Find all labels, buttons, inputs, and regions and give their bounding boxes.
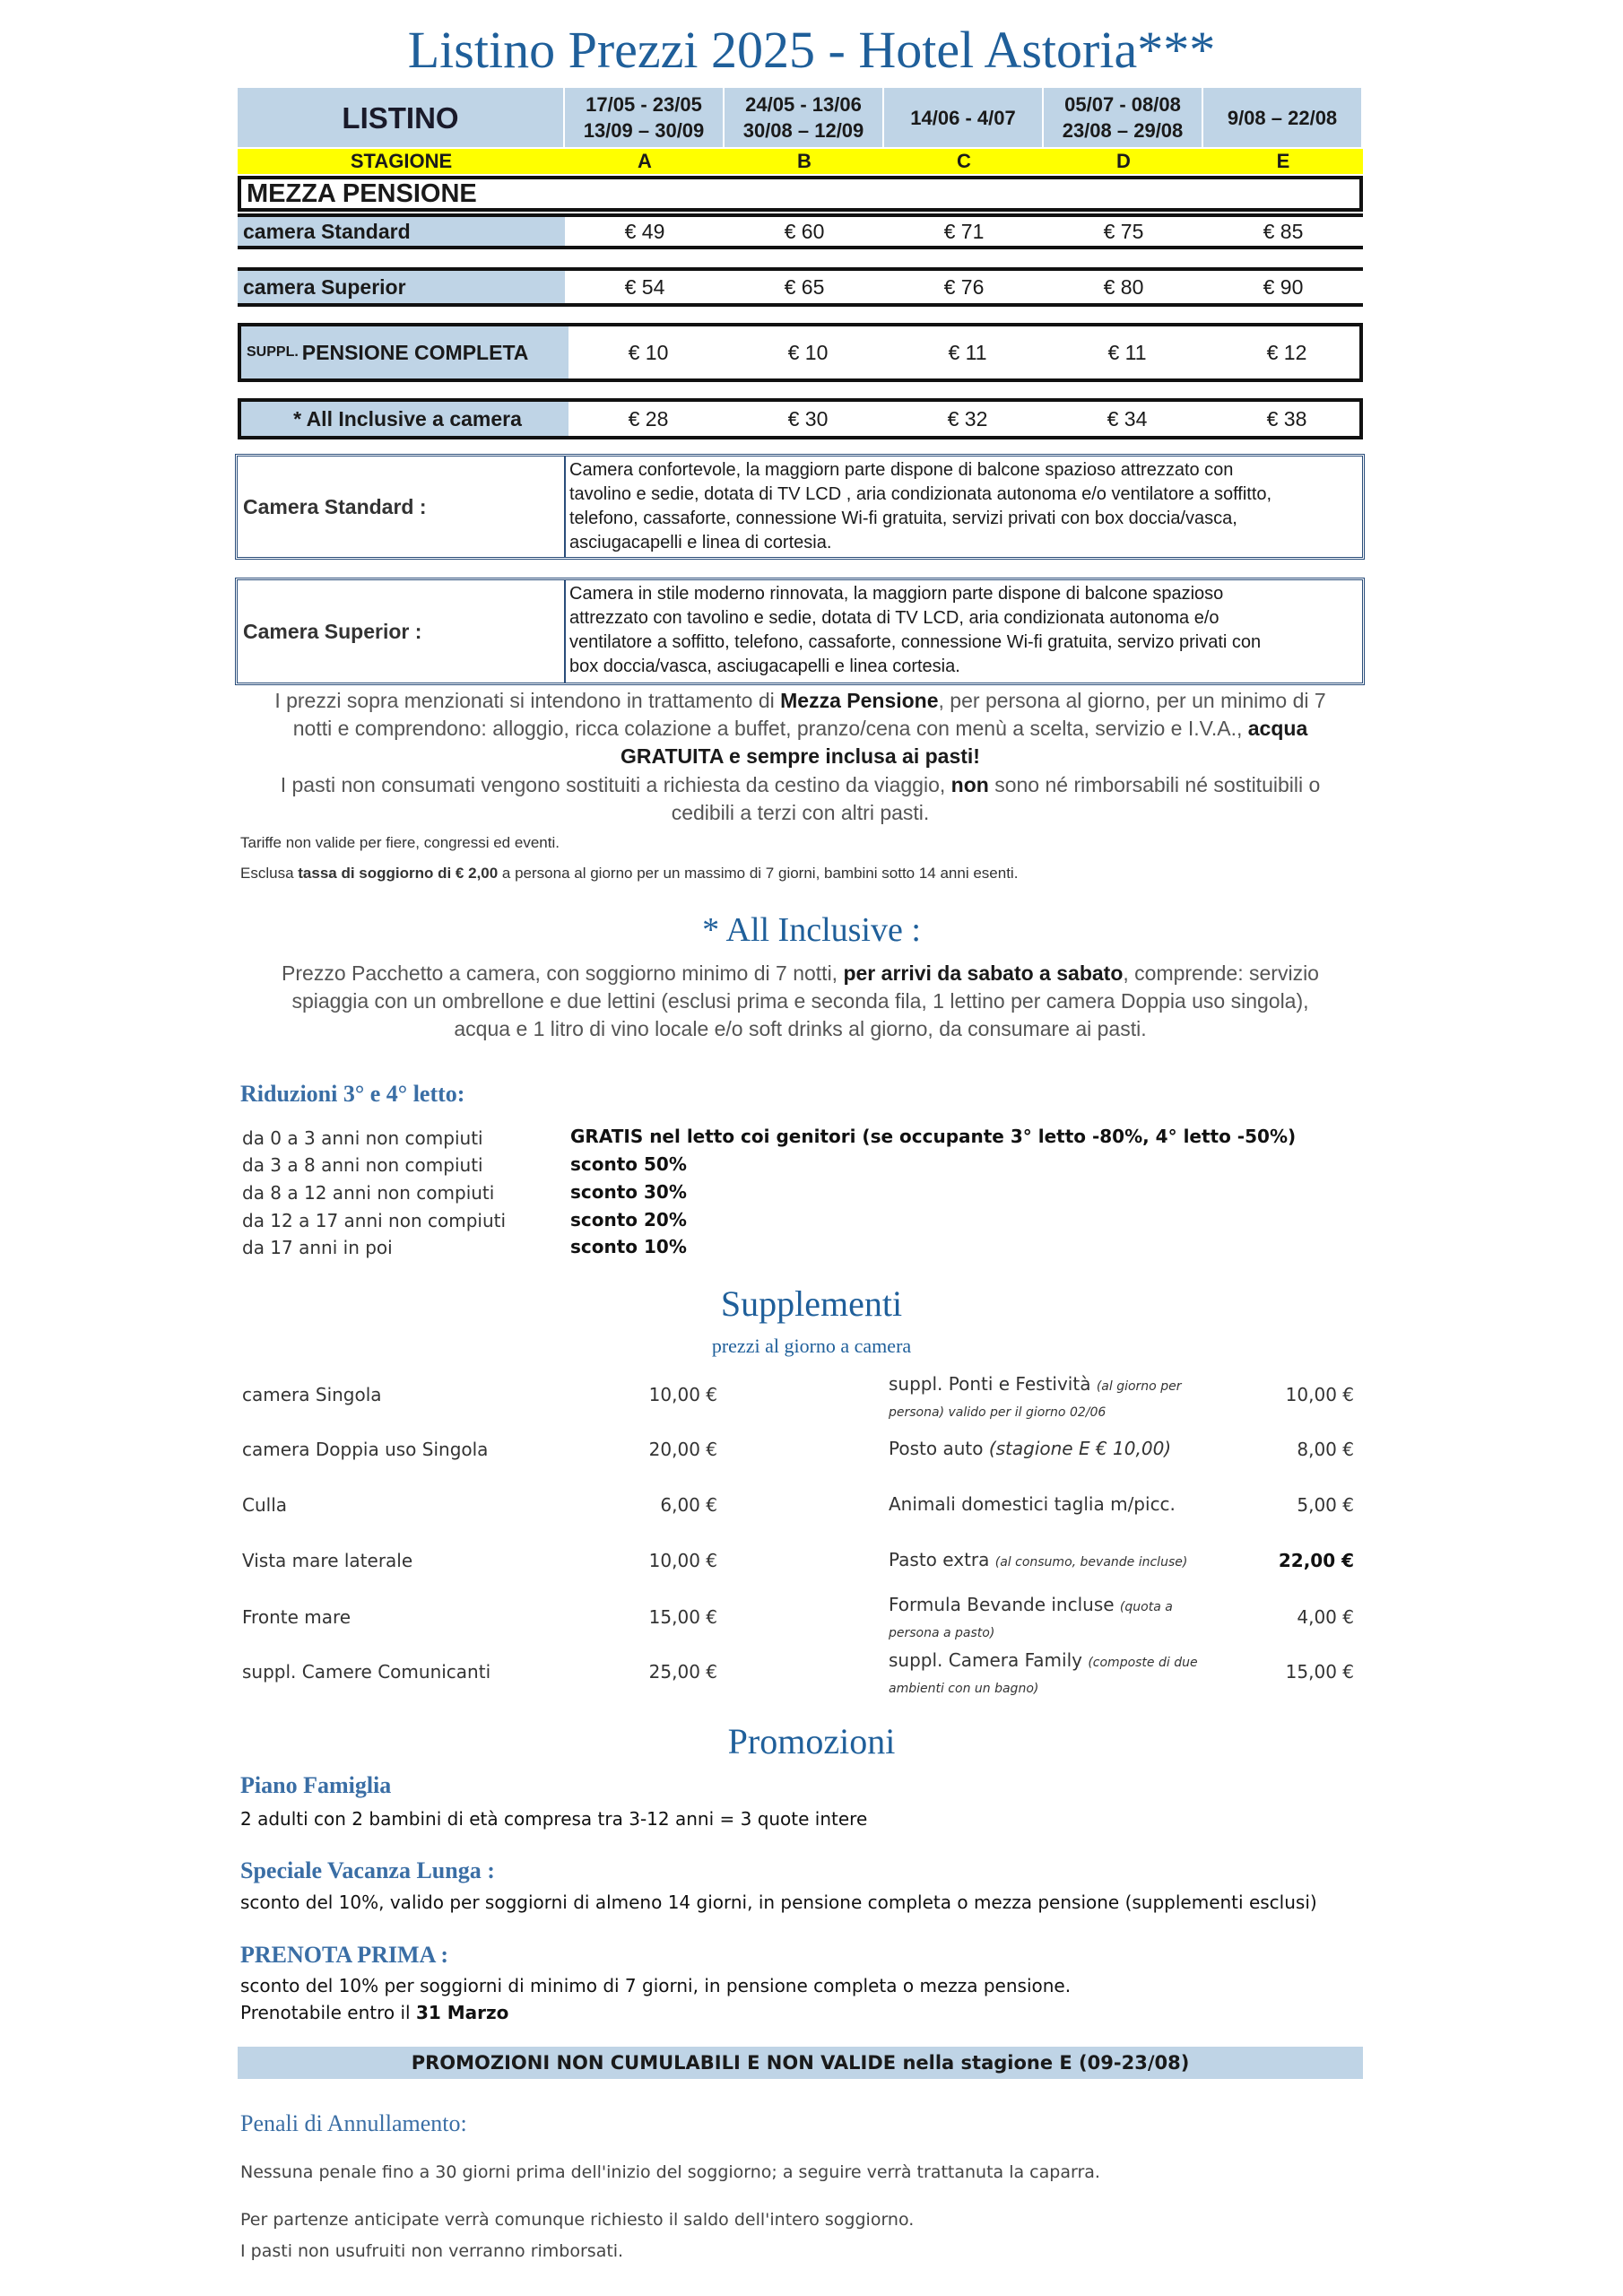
suppl-label: suppl. Ponti e Festività (al giorno per persona) valido per il giorno 02/06 bbox=[889, 1373, 1182, 1420]
riduzione-age: da 12 a 17 anni non compiuti bbox=[242, 1210, 507, 1231]
piano-famiglia-text: 2 adulti con 2 bambini di età compresa tra 3-12 anni = 3 quote intere bbox=[240, 1808, 868, 1830]
room-label: Camera Standard : bbox=[238, 457, 566, 557]
promo-banner: PROMOZIONI NON CUMULABILI E NON VALIDE nella stagione E (09-23/08) bbox=[238, 2047, 1363, 2079]
prenota-prima-text: sconto del 10% per soggiorni di minimo di 7 giorni, in pensione completa o mezza pensione. Prenotabile entro il 31 Marzo bbox=[240, 1975, 1072, 2023]
price-cell: € 65 bbox=[784, 274, 825, 299]
riduzione-value: sconto 30% bbox=[570, 1181, 687, 1203]
suppl-price: 10,00 € bbox=[648, 1550, 717, 1571]
season-row bbox=[238, 149, 1363, 174]
promozioni-title: Promozioni bbox=[727, 1721, 896, 1761]
note-meals: I pasti non consumati vengono sostituiti a richiesta da cestino da viaggio, non sono né rimborsabili né sostituibili o cedibili a terzi con altri pasti. bbox=[280, 773, 1321, 824]
penali-line: I pasti non usufruiti non verranno rimborsati. bbox=[240, 2241, 624, 2261]
suppl-label: Vista mare laterale bbox=[242, 1550, 413, 1571]
room-label: Camera Superior : bbox=[238, 580, 566, 683]
riduzione-age: da 8 a 12 anni non compiuti bbox=[242, 1182, 495, 1204]
riduzione-age: da 17 anni in poi bbox=[242, 1237, 393, 1258]
suppl-price: 10,00 € bbox=[1285, 1384, 1354, 1405]
price-cell: € 75 bbox=[1103, 219, 1144, 243]
riduzione-value: sconto 20% bbox=[570, 1209, 687, 1231]
suppl-price: 22,00 € bbox=[1278, 1550, 1354, 1571]
penali-title: Penali di Annullamento: bbox=[240, 2110, 467, 2136]
period-c: 14/06 - 4/07 bbox=[884, 88, 1044, 147]
price-cell: € 28 bbox=[628, 406, 669, 430]
suppl-label: Animali domestici taglia m/picc. bbox=[889, 1493, 1176, 1515]
season-d: D bbox=[1116, 150, 1131, 172]
suppl-price: 10,00 € bbox=[648, 1384, 717, 1405]
suppl-label: Formula Bevande incluse (quota a persona a pasto) bbox=[889, 1594, 1173, 1640]
riduzione-age: da 0 a 3 anni non compiuti bbox=[242, 1127, 483, 1149]
price-row-all-inclusive bbox=[238, 398, 1363, 439]
room-description: Camera in stile moderno rinnovata, la maggiorn parte dispone di balcone spazioso attrezzato con tavolino e sedie, dotata di TV LCD, aria condizionata autonoma e/o ventilatore a soffitto, telefono, cassaforte, connessione Wi-fi gratuita, servizo privati con box doccia/vasca, asciugacapelli e linea cortesia. bbox=[569, 584, 1262, 676]
suppl-price: 25,00 € bbox=[648, 1661, 717, 1683]
period-e: 9/08 – 22/08 bbox=[1203, 88, 1363, 147]
all-inclusive-text: Prezzo Pacchetto a camera, con soggiorno minimo di 7 notti, per arrivi da sabato a sabato, comprende: servizio spiaggia con un ombrellone e due lettini (esclusi prima e seconda fila, 1 lettino per camera Doppia uso singola), acqua e 1 litro di vino locale e/o soft drinks al giorno, da consumare ai pasti. bbox=[282, 961, 1319, 1040]
suppl-label: Pasto extra (al consumo, bevande incluse) bbox=[889, 1549, 1188, 1570]
supplementi-title: Supplementi bbox=[720, 1283, 903, 1324]
season-c: C bbox=[957, 150, 971, 172]
supplementi-subtitle: prezzi al giorno a camera bbox=[711, 1335, 912, 1357]
price-cell: € 10 bbox=[628, 340, 669, 364]
riduzione-value: sconto 50% bbox=[570, 1153, 687, 1175]
piano-famiglia-title: Piano Famiglia bbox=[240, 1772, 392, 1798]
price-cell: € 30 bbox=[787, 406, 829, 430]
vacanza-lunga-text: sconto del 10%, valido per soggiorni di almeno 14 giorni, in pensione completa o mezza pensione (supplementi esclusi) bbox=[240, 1892, 1317, 1913]
season-e: E bbox=[1276, 150, 1290, 172]
row-label: camera Standard bbox=[238, 217, 565, 246]
all-inclusive-title: * All Inclusive : bbox=[702, 911, 921, 949]
suppl-label: Fronte mare bbox=[242, 1606, 352, 1628]
suppl-price: 4,00 € bbox=[1297, 1606, 1354, 1628]
price-cell: € 54 bbox=[624, 274, 665, 299]
row-label: SUPPL. PENSIONE COMPLETA bbox=[241, 326, 568, 378]
mezza-pensione-heading: MEZZA PENSIONE bbox=[238, 176, 1363, 212]
season-b: B bbox=[797, 150, 812, 172]
suppl-label: Culla bbox=[242, 1494, 288, 1516]
suppl-label: camera Singola bbox=[242, 1384, 382, 1405]
price-cell: € 32 bbox=[947, 406, 988, 430]
note-tariffe: Tariffe non valide per fiere, congressi ed eventi. bbox=[240, 834, 560, 851]
suppl-label: camera Doppia uso Singola bbox=[242, 1439, 489, 1460]
penali-line: Per partenze anticipate verrà comunque richiesto il saldo dell'intero soggiorno. bbox=[240, 2210, 915, 2230]
suppl-price: 6,00 € bbox=[660, 1494, 717, 1516]
suppl-label: suppl. Camera Family (composte di due ambienti con un bagno) bbox=[889, 1649, 1198, 1696]
period-b: 24/05 - 13/06 30/08 – 12/09 bbox=[725, 88, 884, 147]
row-label: camera Superior bbox=[238, 271, 565, 303]
penali-line: Nessuna penale fino a 30 giorni prima dell'inizio del soggiorno; a seguire verrà trattanuta la caparra. bbox=[240, 2162, 1100, 2182]
suppl-price: 20,00 € bbox=[648, 1439, 717, 1460]
suppl-price: 5,00 € bbox=[1297, 1494, 1354, 1516]
riduzione-value: sconto 10% bbox=[570, 1236, 687, 1257]
period-a: 17/05 - 23/05 13/09 – 30/09 bbox=[565, 88, 725, 147]
price-cell: € 90 bbox=[1263, 274, 1304, 299]
period-d: 05/07 - 08/08 23/08 – 29/08 bbox=[1044, 88, 1203, 147]
price-cell: € 60 bbox=[784, 219, 825, 243]
season-a: A bbox=[638, 150, 652, 172]
suppl-label: suppl. Camere Comunicanti bbox=[242, 1661, 491, 1683]
price-row-pensione-completa bbox=[238, 323, 1363, 382]
listino-label: LISTINO bbox=[238, 88, 565, 147]
price-cell: € 11 bbox=[948, 340, 987, 364]
price-cell: € 34 bbox=[1107, 406, 1148, 430]
price-cell: € 49 bbox=[624, 219, 665, 243]
suppl-price: 15,00 € bbox=[1285, 1661, 1354, 1683]
vacanza-lunga-title: Speciale Vacanza Lunga : bbox=[240, 1857, 495, 1883]
riduzione-value: GRATIS nel letto coi genitori (se occupante 3° letto -80%, 4° letto -50%) bbox=[570, 1126, 1297, 1147]
room-superior-box bbox=[235, 578, 1365, 685]
row-label: * All Inclusive a camera bbox=[241, 402, 568, 436]
price-cell: € 71 bbox=[943, 219, 985, 243]
price-cell: € 12 bbox=[1266, 340, 1307, 364]
riduzione-age: da 3 a 8 anni non compiuti bbox=[242, 1154, 483, 1176]
room-standard-box bbox=[235, 454, 1365, 560]
price-cell: € 80 bbox=[1103, 274, 1144, 299]
suppl-price: 15,00 € bbox=[648, 1606, 717, 1628]
price-row-standard bbox=[238, 213, 1363, 249]
riduzioni-title: Riduzioni 3° e 4° letto: bbox=[240, 1081, 465, 1107]
suppl-label: Posto auto (stagione E € 10,00) bbox=[889, 1438, 1172, 1459]
page-title: Listino Prezzi 2025 - Hotel Astoria*** bbox=[407, 21, 1216, 79]
room-description: Camera confortevole, la maggiorn parte dispone di balcone spazioso attrezzato con tavolino e sedie, dotata di TV LCD , aria condizionata autonoma e/o ventilatore a soffitto, telefono, cassaforte, connessione Wi-fi gratuita, servizi privati con box doccia/vasca, asciugacapelli e linea di cortesia. bbox=[569, 460, 1272, 552]
price-cell: € 11 bbox=[1107, 340, 1147, 364]
stagione-label: STAGIONE bbox=[350, 150, 453, 172]
note-half-board: I prezzi sopra menzionati si intendono in trattamento di Mezza Pensione, per persona al giorno, per un minimo di 7 notti e comprendono: alloggio, ricca colazione a buffet, pranzo/cena con menù a scelta, servizio e I.V.A., acqua GRATUITA e sempre inclusa ai pasti! bbox=[274, 689, 1326, 768]
suppl-price: 8,00 € bbox=[1297, 1439, 1354, 1460]
price-row-superior bbox=[238, 267, 1363, 307]
note-tassa: Esclusa tassa di soggiorno di € 2,00 a persona al giorno per un massimo di 7 giorni, bambini sotto 14 anni esenti. bbox=[240, 865, 1019, 882]
price-cell: € 10 bbox=[787, 340, 829, 364]
price-cell: € 38 bbox=[1266, 406, 1307, 430]
price-cell: € 85 bbox=[1263, 219, 1304, 243]
prenota-prima-title: PRENOTA PRIMA : bbox=[240, 1942, 449, 1968]
price-table-header bbox=[238, 88, 1363, 147]
price-cell: € 76 bbox=[943, 274, 985, 299]
